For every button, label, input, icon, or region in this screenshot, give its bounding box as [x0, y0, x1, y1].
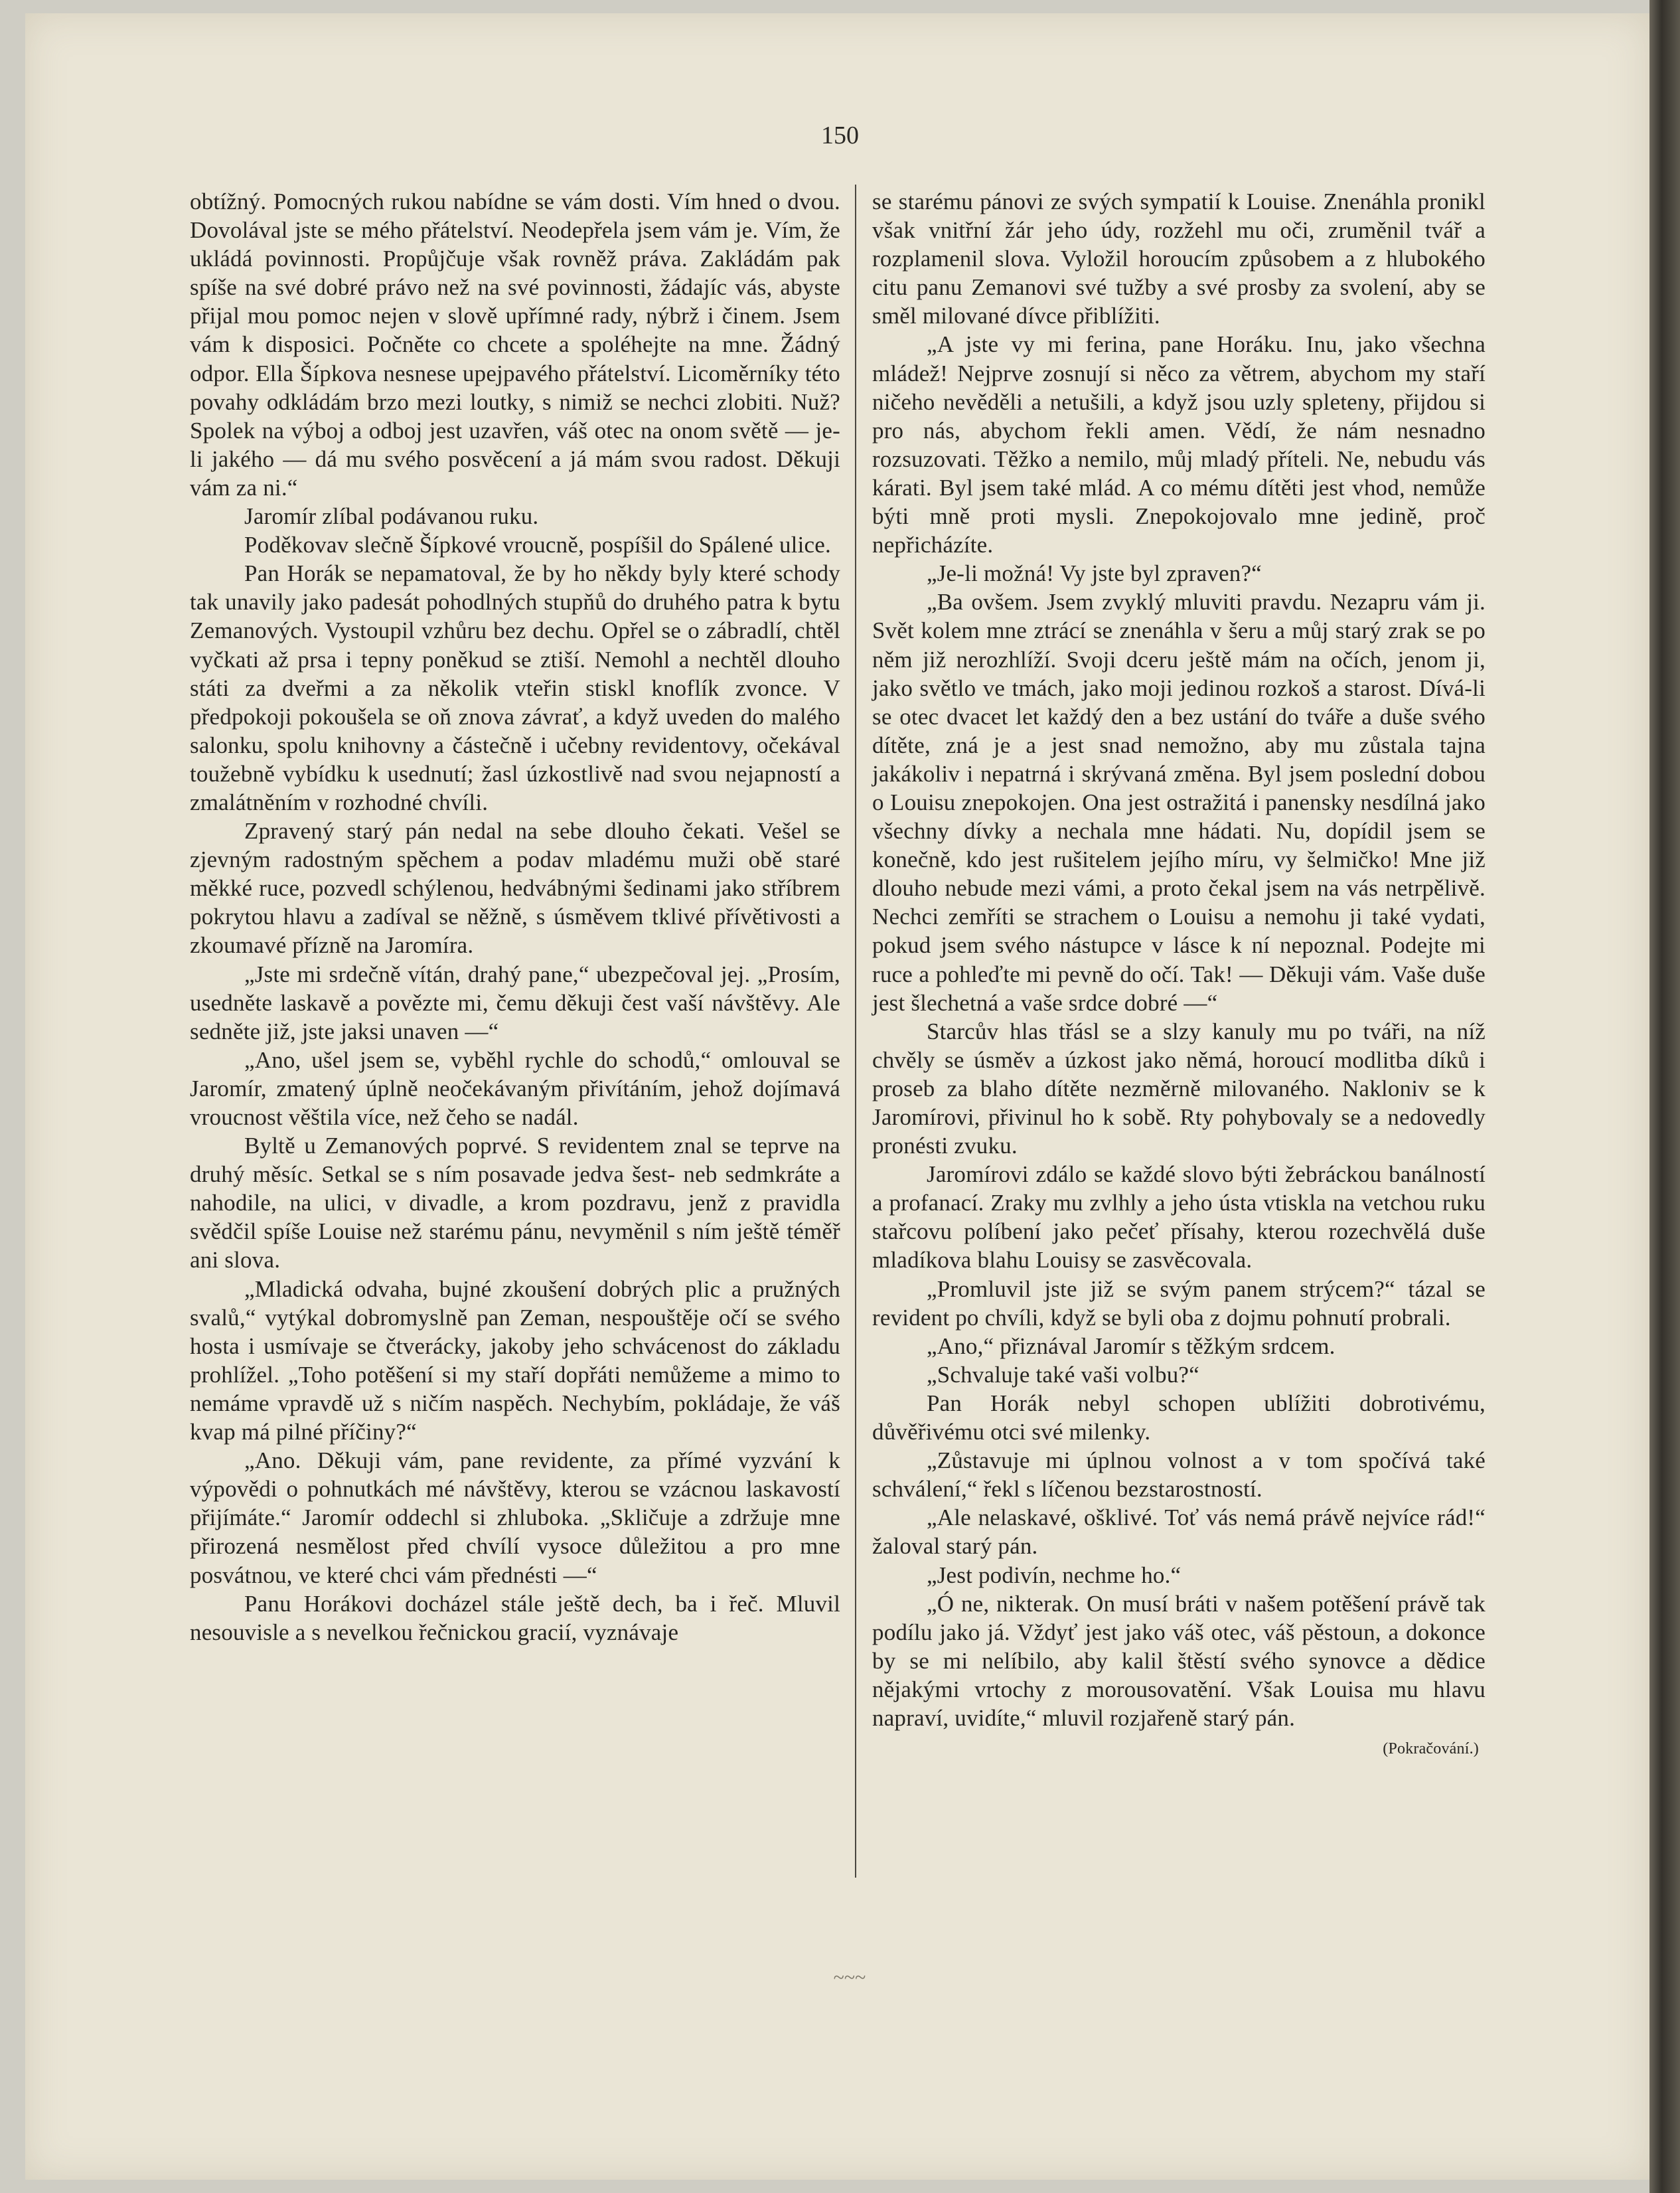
- left-column: [190, 187, 840, 1647]
- right-column: [872, 187, 1486, 1763]
- paragraph: Pan Horák se nepamatoval, že by ho někdy byly které schody tak unavily jako padesát pohodlných stupňů do druhého patra k bytu Zemanových. Vystoupil vzhůru bez dechu. Opřel se o zábradlí, chtěl vyčkati až prsa i tepny poněkud se ztiší. Nemohl a nechtěl dlouho státi za dveřmi a za několik vteřin stiskl knoflík zvonce. V předpokoji pokoušela se oň znova závrať, a když uveden do malého salonku, spolu knihovny a částečně i učebny revidentovy, očekával toužebně vybídku k usednutí; žasl úzkostlivě nad svou nejapností a zmalátněním v rozhodné chvíli.: [190, 560, 840, 815]
- paragraph: „A jste vy mi ferina, pane Horáku. Inu, jako všechna mládež! Nejprve zosnují si něco za větrem, abychom my staří ničeho nevěděli a netušili, a když jsou uzly spleteny, přijdou si pro nás, abychom řekli amen. Vědí, že nám nesnadno rozsuzovati. Těžko a nemilo, můj mladý příteli. Ne, nebudu vás kárati. Byl jsem také mlád. A co mému dítěti jest vhod, nemůže býti mně proti mysli. Znepokojovalo mne jedině, proč nepřicházíte.: [872, 331, 1486, 558]
- paragraph: „Jest podivín, nechme ho.“: [927, 1562, 1182, 1588]
- paragraph: „Ba ovšem. Jsem zvyklý mluviti pravdu. Nezapru vám ji. Svět kolem mne ztrácí se znenáhla v šeru a můj starý zrak se po něm již nerozhlíží. Svoji dceru ještě mám na očích, jenom ji, jako světlo ve tmách, jako moji jedinou rozkoš a starost. Dívá-li se otec dvacet let každý den a bez ustání do tváře a duše svého dítěte, zná je a jest snad nemožno, aby mu zůstala tajna jakákoliv i nepatrná i skrývaná změna. Byl jsem poslední dobou o Louisu znepokojen. Ona jest ostražitá i panensky nesdílná jako všechny dívky a nechala mne hádati. Nu, dopídil jsem se konečně, kdo jest rušitelem jejího míru, vy šelmičko! Mne již dlouho nebude mezi vámi, a proto čekal jsem na vás netrpělivě. Nechci zemříti se strachem o Louisu a nemohu ji také vydati, pokud jsem svého nástupce v lásce k ní nepoznal. Podejte mi ruce a pohleďte mi pevně do očí. Tak! — Děkuji vám. Vaše duše jest šlechetná a vaše srdce dobré —“: [872, 589, 1486, 1016]
- page-number: 150: [821, 122, 859, 149]
- paragraph: „Schvaluje také vaši volbu?“: [927, 1361, 1199, 1388]
- paragraph: Poděkovav slečně Šípkové vroucně, pospíšil do Spálené ulice.: [244, 532, 831, 558]
- paragraph: se starému pánovi ze svých sympatií k Louise. Znenáhla pronikl však vnitřní žár jeho údy, rozžehl mu oči, zruměnil tvář a rozplamenil slova. Vyložil horoucím způsobem a z hlubokého citu panu Zemanovi své tužby a své prosby za svolení, aby se směl milované dívce přiblížiti.: [872, 189, 1486, 329]
- column-divider: [855, 185, 856, 1878]
- paragraph: „Mladická odvaha, bujné zkoušení dobrých plic a pružných svalů,“ vytýkal dobromyslně pan Zeman, nespouštěje očí se svého hosta i usmívaje se čtverácky, jakoby jeho schvácenost do základu prohlížel. „Toho potěšení si my staří dopřáti nemůžeme a mimo to nemáme vpravdě už s ničím naspěch. Nechybím, pokládaje, že váš kvap má pilné příčiny?“: [190, 1275, 840, 1445]
- paragraph: Pan Horák nebyl schopen ublížiti dobrotivému, důvěřivému otci své milenky.: [872, 1390, 1486, 1445]
- paragraph: „Zůstavuje mi úplnou volnost a v tom spočívá také schválení,“ řekl s líčenou bezstarostností.: [872, 1447, 1486, 1503]
- paragraph: Byltě u Zemanových poprvé. S revidentem znal se teprve na druhý měsíc. Setkal se s ním posavade jedva šest- neb sedmkráte a nahodile, na ulici, v divadle, a krom pozdravu, jenž z pravidla svědčil spíše Louise než starému pánu, nevyměnil s ním ještě téměř ani slova.: [190, 1133, 840, 1273]
- paragraph: „Jste mi srdečně vítán, drahý pane,“ ubezpečoval jej. „Prosím, usedněte laskavě a povězte mi, čemu děkuji čest vaší návštěvy. Ale sedněte již, jste jaksi unaven —“: [190, 961, 840, 1044]
- paragraph: „Je-li možná! Vy jste byl zpraven?“: [927, 560, 1262, 587]
- end-ornament: ~~~: [833, 1967, 866, 1989]
- paragraph: Jaromírovi zdálo se každé slovo býti žebráckou banálností a profanací. Zraky mu zvlhly a jeho ústa vtiskla na vetchou ruku stařcovu políbení jako pečeť přísahy, kterou rozechvělá duše mladíkova blahu Louisy se zasvěcovala.: [872, 1161, 1486, 1273]
- paragraph: obtížný. Pomocných rukou nabídne se vám dosti. Vím hned o dvou. Dovolával jste se mého přátelství. Neodepřela jsem vám je. Vím, že ukládá povinnosti. Propůjčuje však rovněž práva. Zakládám pak spíše na své dobré právo než na své povinnosti, žádajíc vás, abyste přijal mou pomoc nejen v slově upřímné rady, nýbrž i činem. Jsem vám k disposici. Počněte co chcete a spoléhejte na mne. Žádný odpor. Ella Šípkova nesnese upejpavého přátelství. Licoměrníky této povahy odkládám brzo mezi loutky, s nimiž se nechci zlobiti. Nuž? Spolek na výboj a odboj jest uzavřen, váš otec na onom světě — je-li jakého — dá mu svého posvěcení a já mám svou radost. Děkuji vám za ni.“: [190, 189, 840, 501]
- paragraph: Panu Horákovi docházel stále ještě dech, ba i řeč. Mluvil nesouvisle a s nevelkou řečnickou gracií, vyznávaje: [190, 1590, 840, 1645]
- paragraph: „Ano, ušel jsem se, vyběhl rychle do schodů,“ omlouval se Jaromír, zmatený úplně neočekávaným přivítáním, jehož dojímavá vroucnost věštila více, než čeho se nadál.: [190, 1046, 840, 1130]
- paragraph: Starcův hlas třásl se a slzy kanuly mu po tváři, na níž chvěly se úsměv a úzkost jako němá, horoucí modlitba díků i proseb za blaho dítěte nezměrně milovaného. Nakloniv se k Jaromírovi, přivinul ho k sobě. Rty pohybovaly se a nedovedly pronésti zvuku.: [872, 1018, 1486, 1159]
- paragraph: „Ano. Děkuji vám, pane revidente, za přímé vyzvání k výpovědi o pohnutkách mé návštěvy, kterou se vzácnou laskavostí přijímáte.“ Jaromír oddechl si zhluboka. „Skličuje a zdržuje mne přirozená nesmělost před chvílí vysoce důležitou a pro mne posvátnou, ve které chci vám přednésti —“: [190, 1447, 840, 1588]
- book-edge: [1649, 0, 1680, 2193]
- paragraph: „Promluvil jste již se svým panem strýcem?“ tázal se revident po chvíli, když se byli oba z dojmu pohnutí probrali.: [872, 1275, 1486, 1331]
- paragraph: „Ale nelaskavé, ošklivé. Toť vás nemá právě nejvíce rád!“ žaloval starý pán.: [872, 1504, 1486, 1560]
- paragraph: „Ano,“ přiznával Jaromír s těžkým srdcem.: [927, 1333, 1336, 1359]
- continuation-note: (Pokračování.): [1383, 1740, 1479, 1758]
- paragraph: Zpravený starý pán nedal na sebe dlouho čekati. Vešel se zjevným radostným spěchem a podav mladému muži obě staré měkké ruce, pozvedl schýlenou, hedvábnými šedinami jako stříbrem pokrytou hlavu a zadíval se něžně, s úsměvem tklivé přívětivosti a zkoumavé přízně na Jaromíra.: [190, 818, 840, 959]
- paragraph: „Ó ne, nikterak. On musí bráti v našem potěšení právě tak podílu jako já. Vždyť jest jako váš otec, váš pěstoun, a dokonce by se mi nelíbilo, aby kalil štěstí svého synovce a dědice nějakými vrtochy z morousovatění. Však Louisa mu hlavu napraví, uvidíte,“ mluvil rozjařeně starý pán.: [872, 1590, 1486, 1731]
- paragraph: Jaromír zlíbal podávanou ruku.: [244, 503, 539, 530]
